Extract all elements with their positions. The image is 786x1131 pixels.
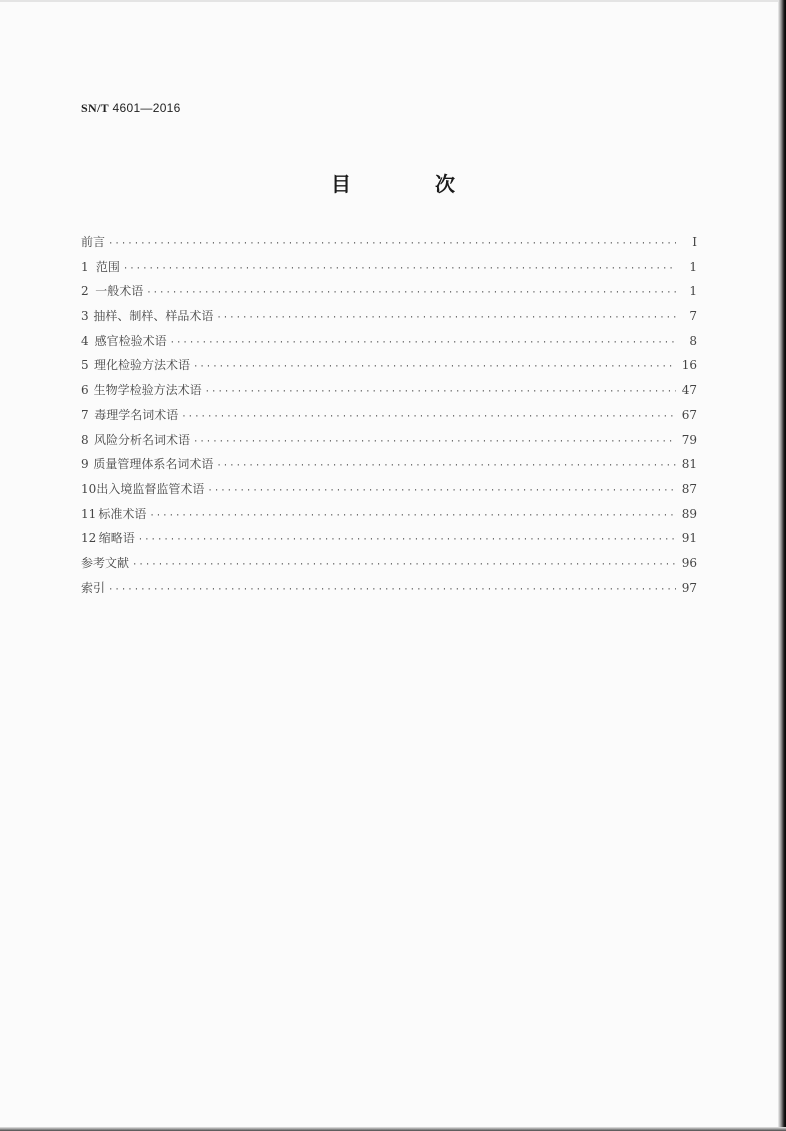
standard-code: 4601—2016 [112,101,181,115]
toc-entry-page: 87 [681,481,697,496]
toc-entry-page: 16 [681,358,697,373]
toc-entry[interactable] [81,258,697,283]
toc-entry-number: 5 [81,358,89,373]
toc-entry[interactable] [81,282,697,307]
toc-entry-title: 理化检验方法术语 [93,358,190,373]
toc-leader-dots [216,461,676,471]
toc-entry-page: 81 [681,457,697,472]
toc-entry-page: 47 [681,383,697,398]
toc-entry-title: 质量管理体系名词术语 [93,457,214,472]
toc-leader-dots [207,486,676,496]
toc-entry[interactable] [81,381,697,406]
toc-leader-dots [170,338,676,348]
toc-entry[interactable] [81,579,697,604]
toc-leader-dots [123,264,676,274]
toc-entry-title: 出入境监督监管术语 [96,481,205,496]
toc-entry[interactable] [81,505,697,530]
toc-entry-number: 8 [81,432,89,447]
toc-leader-dots [181,412,676,422]
toc-entry-title: 前言 [81,235,106,249]
toc-entry[interactable] [81,406,697,431]
toc-entry-page: Ⅰ [692,235,697,249]
standard-number [81,101,181,116]
toc-entry[interactable] [81,233,697,258]
toc-entry[interactable] [81,332,697,357]
toc-entry-page: 1 [689,284,697,299]
toc-entry-number: 10 [81,481,97,496]
toc-entry-number: 2 [81,284,89,299]
toc-entry[interactable] [81,431,697,456]
toc-entry-title: 一般术语 [95,284,144,299]
toc-entry-page: 89 [681,506,697,521]
toc-entry-title: 生物学检验方法术语 [93,383,202,398]
toc-leader-dots [108,239,676,249]
toc-heading: 目 次 [331,172,487,196]
toc-entry-number: 1 [81,259,89,274]
toc-leader-dots [108,585,676,595]
toc-entry[interactable] [81,529,697,554]
toc-leader-dots [132,560,676,570]
toc-entry-number: 3 [81,309,89,324]
scan-edge-bottom [0,1127,786,1131]
toc-entry-title: 感官检验术语 [94,333,167,348]
toc-entry[interactable] [81,554,697,579]
toc-leader-dots [216,313,676,323]
toc-leader-dots [193,362,676,372]
toc-leader-dots [149,511,676,521]
toc-entry-title: 毒理学名词术语 [94,407,179,422]
toc-entry-page: 91 [681,531,697,546]
toc-entry-number: 6 [81,383,89,398]
standard-prefix: SN/T [81,101,109,115]
toc-entry-number: 11 [81,506,97,521]
toc-entry-page: 67 [681,407,697,422]
toc-entry-page: 96 [681,555,697,570]
toc-entry[interactable] [81,455,697,480]
toc-entry-page: 79 [681,432,697,447]
toc-entry-page: 7 [689,309,697,324]
toc-entry[interactable] [81,356,697,381]
toc-entry-number: 9 [81,457,89,472]
toc-entry-page: 97 [681,580,697,595]
toc-entry-number: 4 [81,333,89,348]
table-of-contents [81,233,697,603]
toc-entry-title: 索引 [81,580,106,595]
toc-entry-title: 范围 [95,259,120,274]
toc-entry-title: 缩略语 [98,531,135,546]
toc-entry-page: 8 [689,333,697,348]
toc-leader-dots [205,387,676,397]
toc-leader-dots [146,288,676,298]
toc-leader-dots [138,535,676,545]
toc-entry-number: 7 [81,407,89,422]
toc-entry-title: 标准术语 [98,506,147,521]
toc-leader-dots [193,437,676,447]
toc-entry-title: 风险分析名词术语 [93,432,190,447]
toc-entry-page: 1 [689,259,697,274]
toc-entry[interactable] [81,307,697,332]
scan-edge-top [0,0,786,2]
toc-entry-number: 12 [81,531,97,546]
toc-entry-title: 参考文献 [81,555,130,570]
toc-entry[interactable] [81,480,697,505]
toc-entry-title: 抽样、制样、样品术语 [93,309,214,324]
